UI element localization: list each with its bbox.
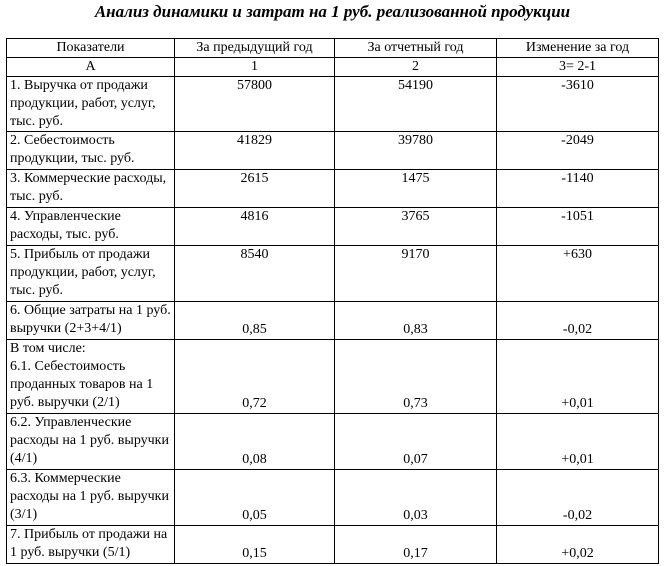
current-year-value: 54190 <box>335 77 497 132</box>
change-value: -3610 <box>497 77 659 132</box>
current-year-value: 0,73 <box>335 340 497 414</box>
subheader-cell: 3= 2-1 <box>497 58 659 77</box>
table-row <box>7 77 659 132</box>
row-label: 6. Общие затраты на 1 руб. выручки (2+3+4/1) <box>7 302 175 340</box>
prev-year-value: 2615 <box>175 170 335 208</box>
table-row <box>7 340 659 414</box>
current-year-value: 0,03 <box>335 470 497 526</box>
current-year-value: 0,07 <box>335 414 497 470</box>
subheader-cell: 2 <box>335 58 497 77</box>
change-value: -1051 <box>497 208 659 246</box>
prev-year-value: 57800 <box>175 77 335 132</box>
row-label: 6.1. Себестоимость проданных товаров на 1 руб. выручки (2/1) <box>10 359 154 410</box>
table-row <box>7 170 659 208</box>
table-row <box>7 414 659 470</box>
row-label: 5. Прибыль от продажи продукции, работ, услуг, тыс. руб. <box>7 246 175 302</box>
change-value: -1140 <box>497 170 659 208</box>
change-value: +630 <box>497 246 659 302</box>
prev-year-value: 0,05 <box>175 470 335 526</box>
page-title: Анализ динамики и затрат на 1 руб. реализованной продукции <box>94 2 571 21</box>
current-year-value: 9170 <box>335 246 497 302</box>
current-year-value: 1475 <box>335 170 497 208</box>
table-row <box>7 526 659 564</box>
prev-year-value: 0,15 <box>175 526 335 564</box>
prev-year-value: 0,85 <box>175 302 335 340</box>
row-label-cell <box>7 340 175 414</box>
subheader-cell: 1 <box>175 58 335 77</box>
row-label: 4. Управленческие расходы, тыс. руб. <box>7 208 175 246</box>
row-label: 7. Прибыль от продажи на 1 руб. выручки (5/1) <box>7 526 175 564</box>
row-label: 2. Себестоимость продукции, тыс. руб. <box>7 132 175 170</box>
current-year-value: 39780 <box>335 132 497 170</box>
table-row <box>7 470 659 526</box>
table-row <box>7 208 659 246</box>
current-year-value: 3765 <box>335 208 497 246</box>
row-label: 6.2. Управленческие расходы на 1 руб. выручки (4/1) <box>7 414 175 470</box>
change-value: +0,01 <box>497 340 659 414</box>
table-row <box>7 302 659 340</box>
header-cell: За предыдущий год <box>175 39 335 58</box>
row-label: 1. Выручка от продажи продукции, работ, услуг, тыс. руб. <box>7 77 175 132</box>
table-row <box>7 132 659 170</box>
prev-year-value: 4816 <box>175 208 335 246</box>
subheader-row <box>7 58 659 77</box>
header-cell: За отчетный год <box>335 39 497 58</box>
prev-year-value: 0,08 <box>175 414 335 470</box>
header-cell: Показатели <box>7 39 175 58</box>
change-value: +0,01 <box>497 414 659 470</box>
analysis-table <box>6 38 659 564</box>
prev-year-value: 41829 <box>175 132 335 170</box>
change-value: +0,02 <box>497 526 659 564</box>
subheader-cell: А <box>7 58 175 77</box>
prev-year-value: 0,72 <box>175 340 335 414</box>
header-cell: Изменение за год <box>497 39 659 58</box>
change-value: -0,02 <box>497 470 659 526</box>
current-year-value: 0,83 <box>335 302 497 340</box>
change-value: -2049 <box>497 132 659 170</box>
change-value: -0,02 <box>497 302 659 340</box>
prev-year-value: 8540 <box>175 246 335 302</box>
header-row <box>7 39 659 58</box>
row-label-prefix: В том числе: <box>10 341 86 356</box>
row-label: 3. Коммерческие расходы, тыс. руб. <box>7 170 175 208</box>
table-row <box>7 246 659 302</box>
current-year-value: 0,17 <box>335 526 497 564</box>
row-label: 6.3. Коммерческие расходы на 1 руб. выручки (3/1) <box>7 470 175 526</box>
